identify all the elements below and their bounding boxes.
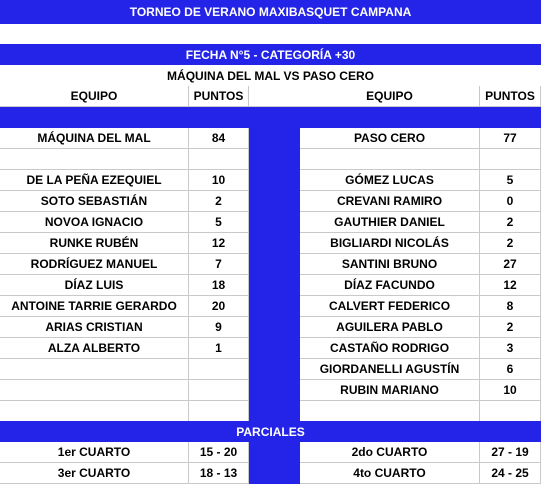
- player-name: DÍAZ FACUNDO: [300, 275, 480, 296]
- spacer-row: [0, 24, 541, 44]
- player-points: 2: [480, 212, 541, 233]
- header-puntos-right: PUNTOS: [480, 86, 541, 107]
- empty-cell: [189, 149, 249, 170]
- player-points: 2: [480, 317, 541, 338]
- left-team-score: 84: [189, 128, 249, 149]
- player-name: ANTOINE TARRIE GERARDO: [0, 296, 189, 317]
- player-points: 5: [480, 170, 541, 191]
- empty-cell: [300, 401, 480, 422]
- player-points: 10: [189, 170, 249, 191]
- player-points: 2: [480, 233, 541, 254]
- player-points: 1: [189, 338, 249, 359]
- player-name: CASTAÑO RODRIGO: [300, 338, 480, 359]
- player-name: BIGLIARDI NICOLÁS: [300, 233, 480, 254]
- player-points: 27: [480, 254, 541, 275]
- quarter-gap: [249, 442, 300, 484]
- player-name: AGUILERA PABLO: [300, 317, 480, 338]
- quarter-label: 2do CUARTO: [300, 442, 480, 463]
- left-team-name: MÁQUINA DEL MAL: [0, 128, 189, 149]
- player-name: SANTINI BRUNO: [300, 254, 480, 275]
- fecha-header: FECHA N°5 - CATEGORÍA +30: [0, 44, 541, 65]
- player-name: GAUTHIER DANIEL: [300, 212, 480, 233]
- player-name: ALZA ALBERTO: [0, 338, 189, 359]
- header-equipo-right: EQUIPO: [300, 86, 480, 107]
- player-points: 10: [480, 380, 541, 401]
- player-points: 20: [189, 296, 249, 317]
- empty-cell: [480, 401, 541, 422]
- header-equipo-left: EQUIPO: [0, 86, 189, 107]
- header-puntos-left: PUNTOS: [189, 86, 249, 107]
- center-divider: [249, 128, 300, 421]
- player-name: CREVANI RAMIRO: [300, 191, 480, 212]
- player-points: 3: [480, 338, 541, 359]
- tournament-title: TORNEO DE VERANO MAXIBASQUET CAMPANA: [0, 0, 541, 24]
- player-points: 0: [480, 191, 541, 212]
- header-blue-band: [0, 107, 541, 128]
- player-points: 5: [189, 212, 249, 233]
- quarter-label: 1er CUARTO: [0, 442, 189, 463]
- player-points: 6: [480, 359, 541, 380]
- player-name: ARIAS CRISTIAN: [0, 317, 189, 338]
- player-points: 12: [480, 275, 541, 296]
- player-points: 12: [189, 233, 249, 254]
- empty-cell: [189, 401, 249, 422]
- match-title: MÁQUINA DEL MAL VS PASO CERO: [0, 65, 541, 86]
- player-name: GIORDANELLI AGUSTÍN: [300, 359, 480, 380]
- right-team-score: 77: [480, 128, 541, 149]
- empty-cell: [480, 149, 541, 170]
- empty-cell: [189, 380, 249, 401]
- empty-cell: [300, 149, 480, 170]
- parciales-header: PARCIALES: [0, 421, 541, 442]
- quarter-score: 24 - 25: [480, 463, 541, 484]
- player-points: 7: [189, 254, 249, 275]
- empty-cell: [0, 149, 189, 170]
- player-name: SOTO SEBASTIÁN: [0, 191, 189, 212]
- quarter-label: 3er CUARTO: [0, 463, 189, 484]
- empty-cell: [0, 401, 189, 422]
- player-name: RODRÍGUEZ MANUEL: [0, 254, 189, 275]
- player-points: 9: [189, 317, 249, 338]
- player-name: GÓMEZ LUCAS: [300, 170, 480, 191]
- player-points: 8: [480, 296, 541, 317]
- quarter-score: 27 - 19: [480, 442, 541, 463]
- quarter-score: 15 - 20: [189, 442, 249, 463]
- header-gap: [249, 86, 300, 107]
- player-name: DÍAZ LUIS: [0, 275, 189, 296]
- player-name: CALVERT FEDERICO: [300, 296, 480, 317]
- quarter-score: 18 - 13: [189, 463, 249, 484]
- empty-cell: [0, 380, 189, 401]
- player-name: RUNKE RUBÉN: [0, 233, 189, 254]
- player-points: 18: [189, 275, 249, 296]
- quarter-label: 4to CUARTO: [300, 463, 480, 484]
- empty-cell: [0, 359, 189, 380]
- player-points: 2: [189, 191, 249, 212]
- player-name: DE LA PEÑA EZEQUIEL: [0, 170, 189, 191]
- empty-cell: [189, 359, 249, 380]
- right-team-name: PASO CERO: [300, 128, 480, 149]
- player-name: RUBIN MARIANO: [300, 380, 480, 401]
- player-name: NOVOA IGNACIO: [0, 212, 189, 233]
